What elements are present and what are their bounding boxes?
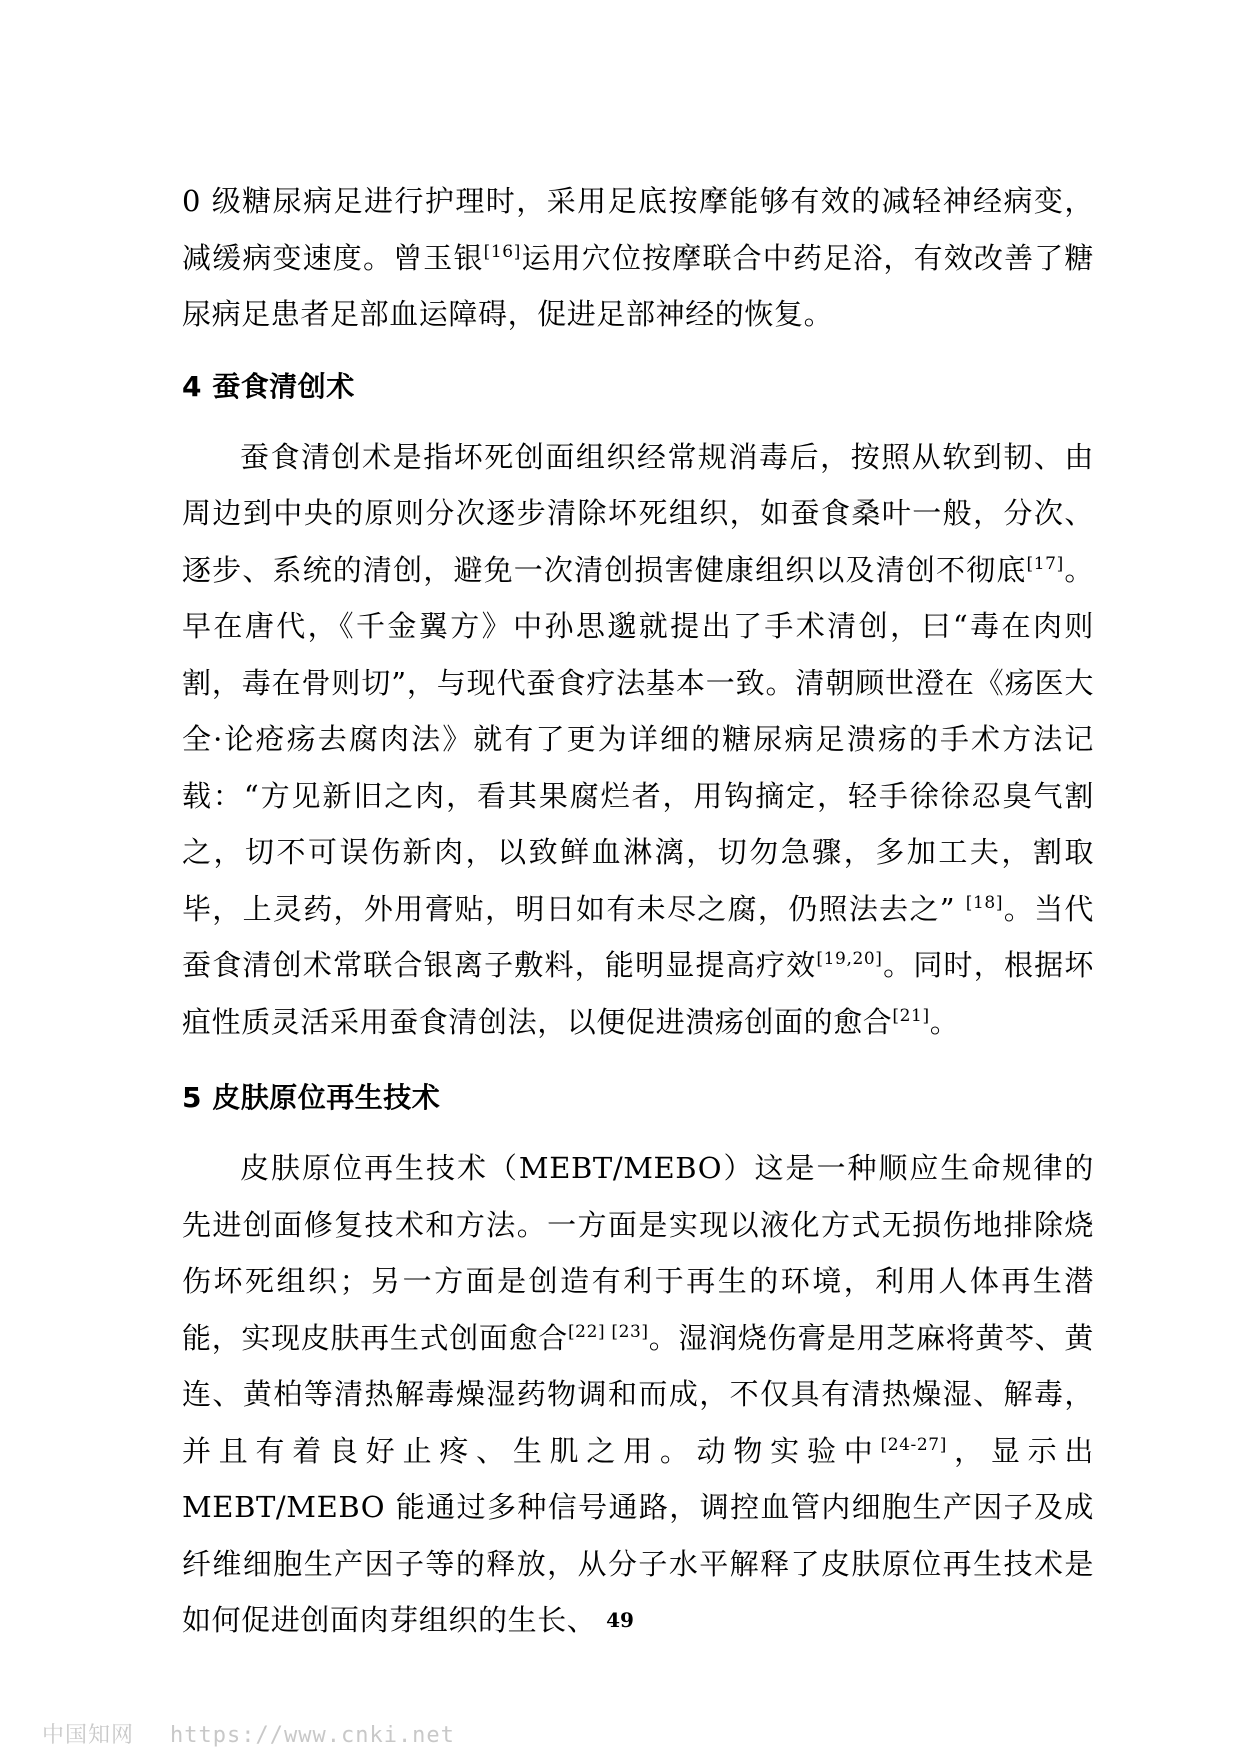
citation-ref: [19,20]: [816, 949, 883, 969]
page-content: [182, 173, 1094, 1649]
paragraph-massage: 0 级糖尿病足进行护理时，采用足底按摩能够有效的减轻神经病变，减缓病变速度。曾玉银[16]运用穴位按摩联合中药足浴，有效改善了糖尿病足患者足部血运障碍，促进足部神经的恢复。: [182, 184, 1094, 331]
citation-ref: [16]: [483, 241, 521, 262]
watermark-url: https://www.cnki.net: [170, 1723, 455, 1748]
paragraph-debridement: 蚕食清创术是指坏死创面组织经常规消毒后，按照从软到韧、由周边到中央的原则分次逐步清除坏死组织，如蚕食桑叶一般，分次、逐步、系统的清创，避免一次清创损害健康组织以及清创不彻底[17]。早在唐代，《千金翼方》中孙思邈就提出了手术清创，曰“毒在肉则割，毒在骨则切”，与现代蚕食疗法基本一致。清朝顾世澄在《疡医大全·论疮疡去腐肉法》就有了更为详细的糖尿病足溃疡的手术方法记载：“方见新旧之肉，看其果腐烂者，用钩摘定，轻手徐徐忍臭气割之，切不可误伤新肉，以致鲜血淋漓，切勿急骤，多加工夫，割取毕，上灵药，外用膏贴，明日如有未尽之腐，仍照法去之” [18]。当代蚕食清创术常联合银离子敷料，能明显提高疗效[19,20]。同时，根据坏疽性质灵活采用蚕食清创法，以便促进溃疡创面的愈合[21]。: [182, 439, 1094, 1039]
cnki-watermark: [42, 1718, 455, 1749]
watermark-site-name: 中国知网: [42, 1723, 135, 1748]
citation-ref: [18]: [965, 892, 1004, 913]
page-number: 49: [606, 1608, 634, 1632]
citation-ref: [21]: [892, 1005, 930, 1026]
citation-ref: [17]: [1026, 553, 1064, 574]
citation-ref: [22] [23]: [567, 1321, 649, 1342]
section-heading-5: 5 皮肤原位再生技术: [182, 1081, 441, 1114]
citation-ref: [24-27]: [880, 1434, 947, 1455]
paragraph-mebt: 皮肤原位再生技术（MEBT/MEBO）这是一种顺应生命规律的先进创面修复技术和方法。一方面是实现以液化方式无损伤地排除烧伤坏死组织；另一方面是创造有利于再生的环境，利用人体再生潜能，实现皮肤再生式创面愈合[22] [23]。湿润烧伤膏是用芝麻将黄芩、黄连、黄柏等清热解毒燥湿药物调和而成，不仅具有清热燥湿、解毒，并且有着良好止疼、生肌之用。动物实验中[24-27]，显示出 MEBT/MEBO 能通过多种信号通路，调控血管内细胞生产因子及成纤维细胞生产因子等的释放，从分子水平解释了皮肤原位再生技术是如何促进创面肉芽组织的生长、: [182, 1151, 1094, 1637]
section-heading-4: 4 蚕食清创术: [182, 369, 355, 403]
